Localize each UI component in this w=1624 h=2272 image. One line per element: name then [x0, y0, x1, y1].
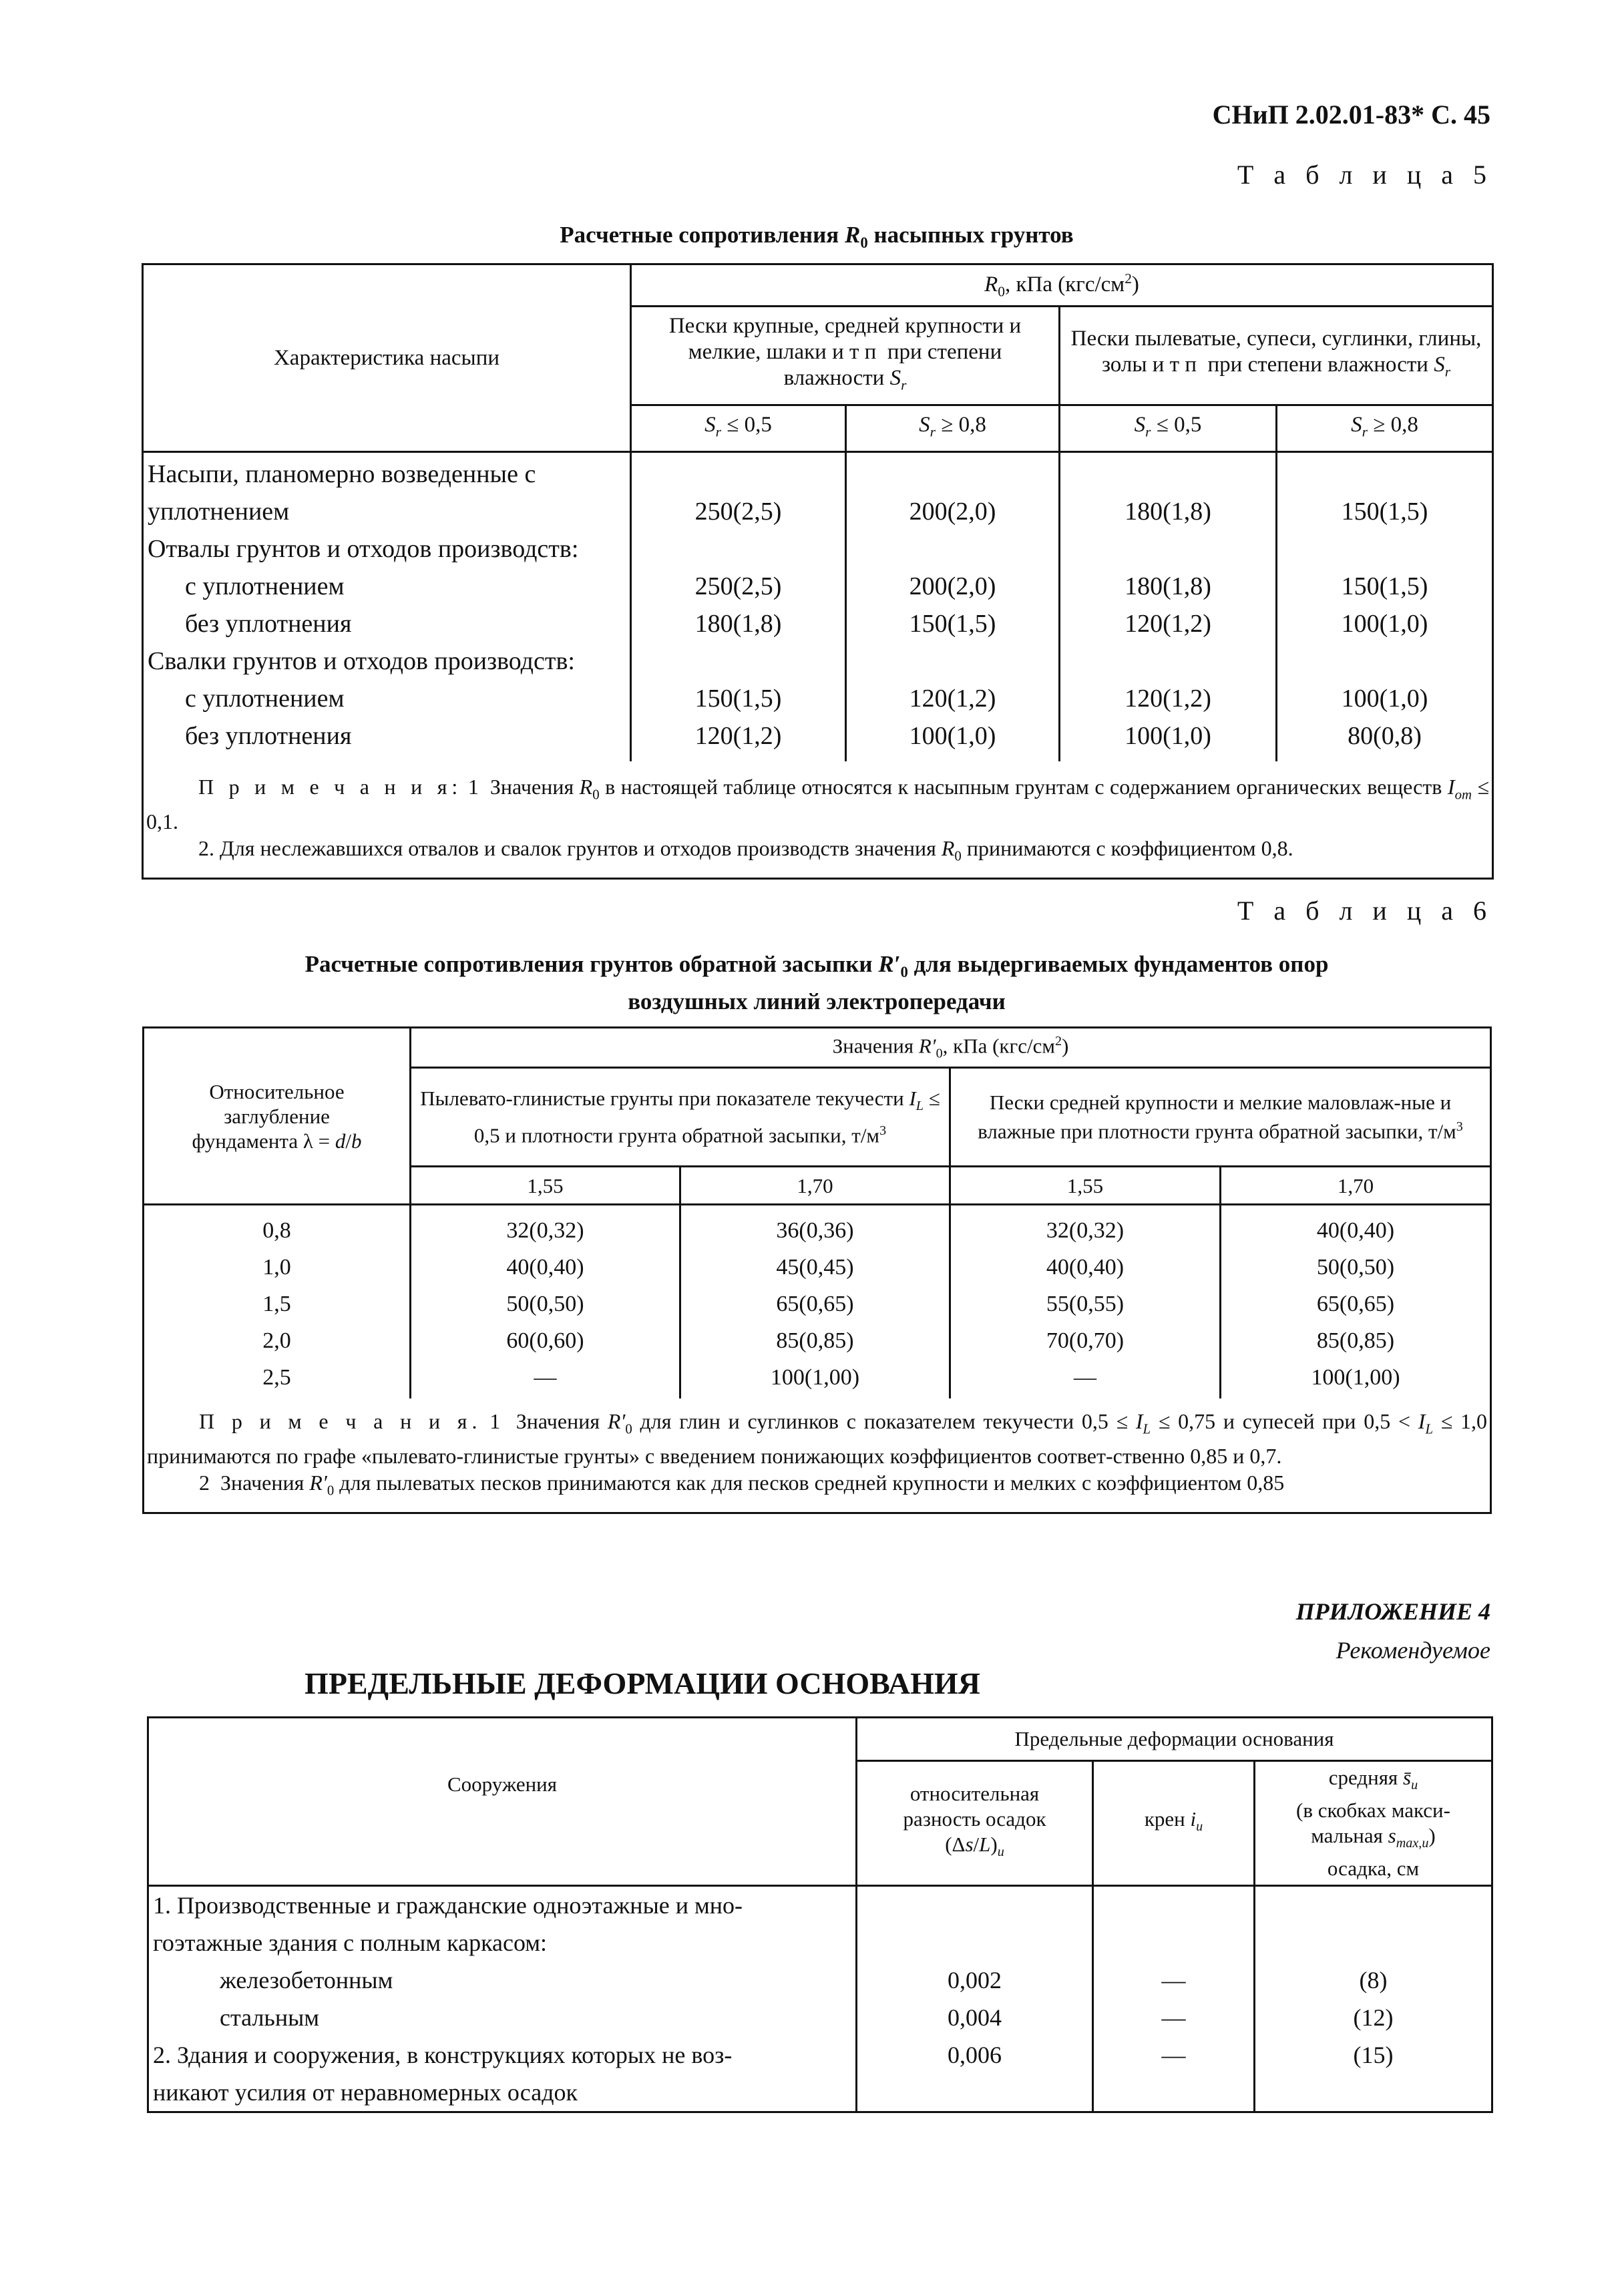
- table5-cell: 100(1,0): [1341, 685, 1428, 713]
- table6-cell: 32(0,32): [506, 1218, 584, 1243]
- table6-lambda-column: [144, 1205, 411, 1398]
- table5-notes: П р и м е ч а н и я: 1 Значения $R_0$ в настоящей таблице относятся к насыпным грунтам с содержанием органических веществ $I_{om} \le 0,1$. 2. Для неслежавшихся отвалов и свалок грунтов и отходов производств значения $R_0$ принимаются с коэффициентом 0,8.: [143, 761, 1493, 879]
- table6-lambda: 2,0: [262, 1328, 291, 1353]
- table6-sub1-header: Пылевато-глинистые грунты при показателе текучести $I_L \le 0,5$ и плотности грунта обратной засыпки, $т/м^3$: [411, 1068, 950, 1167]
- table5-group-header: $R_0$, кПа $(кгс/см^2)$: [631, 264, 1493, 307]
- appendix4-col2-values: [1093, 1886, 1255, 2112]
- appendix4-cell: [861, 1924, 1088, 1961]
- appendix4-group-header: Предельные деформации основания: [857, 1718, 1492, 1761]
- table5-cell: 200(2,0): [909, 572, 996, 600]
- table5-labels-column: [143, 452, 631, 761]
- table6-col1-values: [411, 1205, 680, 1398]
- table6: [142, 1026, 1492, 1514]
- appendix4-cell: [1259, 1887, 1487, 1924]
- table5-col4-values: [1277, 452, 1493, 761]
- table6-notes: П р и м е ч а н и я. 1 Значения $R'_0$ для глин и суглинков с показателем текучести $0,5 \le I_L \le 0,75$ и супесей при $0,5 < I_L \le 1,0$ принимаются по графе «пылевато-глинистые грунты» с введением понижающих коэффициентов соответ-ственно 0,85 и 0,7. 2 Значения $R'_0$ для пылеватых песков принимаются как для песков средней крупности и мелких с коэффициентом 0,85: [144, 1398, 1491, 1513]
- page-header: СНиП 2.02.01-83* С. 45: [1212, 100, 1490, 130]
- table5-cell: 100(1,0): [909, 722, 996, 750]
- table5-c1-header: $S_r \le 0,5$: [631, 405, 846, 452]
- table5-cell: 120(1,2): [1125, 610, 1211, 638]
- table5-cell: [1281, 642, 1488, 680]
- table6-cell: 36(0,36): [776, 1218, 854, 1243]
- table6-label: Т а б л и ц а 6: [1237, 896, 1493, 926]
- table6-cell: —: [1074, 1365, 1096, 1390]
- appendix4-cell: —: [1161, 1967, 1186, 1994]
- table5-label: Т а б л и ц а 5: [1237, 160, 1493, 190]
- table5-cell: 120(1,2): [694, 722, 782, 750]
- appendix4-row-label: железобетонным: [220, 1967, 393, 1994]
- appendix4-cell: 0,002: [948, 1967, 1002, 1994]
- table6-cell: 32(0,32): [1046, 1218, 1125, 1243]
- appendix4-cell: 0,004: [948, 2004, 1002, 2031]
- appendix4-cell: 0,006: [948, 2042, 1002, 2068]
- table6-cell: 55(0,55): [1046, 1292, 1125, 1316]
- appendix-status: Рекомендуемое: [1336, 1637, 1490, 1664]
- table5-cell: [1281, 455, 1488, 493]
- appendix4-cell: [1098, 1924, 1249, 1961]
- appendix4-cell: —: [1161, 2004, 1186, 2031]
- table5-cell: 250(2,5): [694, 572, 782, 600]
- table5-col3-values: [1060, 452, 1277, 761]
- table5-row-label: Насыпи, планомерно возведенные с: [148, 460, 536, 488]
- table5-cell: [636, 642, 841, 680]
- table6-title: Расчетные сопротивления грунтов обратной засыпки $R'_0$ для выдергиваемых фундаментов опор воздушных линий электропередачи: [142, 950, 1492, 1016]
- table6-lambda: 1,0: [262, 1255, 291, 1280]
- table5-cell: [636, 455, 841, 493]
- appendix4-cell: (15): [1353, 2042, 1394, 2068]
- appendix4-table: [147, 1716, 1493, 2113]
- appendix4-row-label: никают усилия от неравномерных осадок: [153, 2079, 578, 2106]
- table5-col2-values: [846, 452, 1060, 761]
- table5-cell: 200(2,0): [909, 498, 996, 526]
- table6-cell: 50(0,50): [506, 1292, 584, 1316]
- appendix4-cell: [861, 2074, 1088, 2111]
- table5-cell: [851, 455, 1054, 493]
- table6-col2-values: [680, 1205, 950, 1398]
- appendix4-cell: [1259, 2074, 1487, 2111]
- appendix4-col3-values: [1255, 1886, 1492, 2112]
- appendix4-cell: [1098, 1887, 1249, 1924]
- table5-cell: 80(0,8): [1348, 722, 1422, 750]
- table5-col1-values: [631, 452, 846, 761]
- table6-sub2-header: Пески средней крупности и мелкие маловлаж-ные и влажные при плотности грунта обратной засыпки, $т/м^3$: [950, 1068, 1491, 1167]
- appendix4-cell: —: [1161, 2042, 1186, 2068]
- table5-cell: [1064, 530, 1271, 568]
- appendix4-row-label: 1. Производственные и гражданские одноэтажные и мно-: [153, 1892, 743, 1919]
- table5-title: Расчетные сопротивления $R_0$ насыпных грунтов: [560, 222, 1074, 251]
- table5-cell: 100(1,0): [1125, 722, 1211, 750]
- table5-cell: 250(2,5): [694, 498, 782, 526]
- table5-sub1-header: Пески крупные, средней крупности и мелкие, шлаки и т п при степени влажности $S_r$: [631, 307, 1060, 405]
- appendix4-row-label: гоэтажные здания с полным каркасом:: [153, 1929, 548, 1956]
- table5-cell: [1281, 530, 1488, 568]
- table6-cell: 50(0,50): [1316, 1255, 1395, 1280]
- appendix4-col0-header: Сооружения: [148, 1718, 857, 1886]
- table5-cell: 180(1,8): [1125, 572, 1211, 600]
- table6-cell: 65(0,65): [1316, 1292, 1395, 1316]
- table6-cell: 100(1,00): [770, 1365, 860, 1390]
- table5-sub2-header: Пески пылеватые, супеси, суглинки, глины, золы и т п при степени влажности $S_r$: [1060, 307, 1493, 405]
- appendix-label: ПРИЛОЖЕНИЕ 4: [1295, 1598, 1490, 1625]
- table5-c2-header: $S_r \ge 0,8$: [846, 405, 1060, 452]
- appendix4-col1-values: [857, 1886, 1093, 2112]
- table6-cell: 40(0,40): [506, 1255, 584, 1280]
- table5-cell: [851, 642, 1054, 680]
- table6-cell: 40(0,40): [1046, 1255, 1125, 1280]
- table5-row-label: без уплотнения: [185, 722, 352, 750]
- table6-cell: 45(0,45): [776, 1255, 854, 1280]
- table6-cell: 60(0,60): [506, 1328, 584, 1353]
- table5-row-label: Свалки грунтов и отходов производств:: [148, 647, 575, 675]
- table6-cell: 65(0,65): [776, 1292, 854, 1316]
- table5-cell: 180(1,8): [1125, 498, 1211, 526]
- table5: [142, 263, 1494, 880]
- table5-c3-header: $S_r \le 0,5$: [1060, 405, 1277, 452]
- table6-c4-header: 1,70: [1221, 1167, 1491, 1205]
- appendix-title: ПРЕДЕЛЬНЫЕ ДЕФОРМАЦИИ ОСНОВАНИЯ: [304, 1666, 980, 1700]
- table5-cell: [636, 530, 841, 568]
- table5-notes-heading: П р и м е ч а н и я:: [198, 774, 463, 799]
- table6-lambda: 1,5: [262, 1292, 291, 1316]
- appendix4-cell: [1259, 1924, 1487, 1961]
- table6-cell: 40(0,40): [1316, 1218, 1395, 1243]
- table6-cell: 85(0,85): [1316, 1328, 1395, 1353]
- table5-cell: 150(1,5): [1341, 498, 1428, 526]
- appendix4-cell: [1098, 2074, 1249, 2111]
- table6-cell: 70(0,70): [1046, 1328, 1125, 1353]
- table5-cell: 120(1,2): [909, 685, 996, 713]
- table5-row-label: Отвалы грунтов и отходов производств:: [148, 535, 579, 563]
- table6-note-2: 2 Значения $R'_0$ для пылеватых песков принимаются как для песков средней крупности и мелких с коэффициентом 0,85: [199, 1470, 1285, 1499]
- appendix4-cell: [861, 1887, 1088, 1924]
- table5-note-2: 2. Для неслежавшихся отвалов и свалок грунтов и отходов производств значения $R_0$ принимаются с коэффициентом 0,8.: [198, 835, 1293, 864]
- table6-c2-header: 1,70: [680, 1167, 950, 1205]
- table6-col0-header: Относительное заглубление фундамента λ = d/b: [144, 1028, 411, 1205]
- table5-row-label: без уплотнения: [185, 610, 352, 638]
- appendix4-row-label: стальным: [220, 2004, 320, 2031]
- table5-c4-header: $S_r \ge 0,8$: [1277, 405, 1493, 452]
- table5-cell: 120(1,2): [1125, 685, 1211, 713]
- table5-row-label: уплотнением: [148, 498, 290, 526]
- table5-row-label: с уплотнением: [185, 572, 345, 600]
- appendix4-cell: (12): [1353, 2004, 1394, 2031]
- table6-title-line2: воздушных линий электропередачи: [628, 988, 1006, 1014]
- table5-cell: [1064, 455, 1271, 493]
- table6-cell: —: [534, 1365, 557, 1390]
- table6-c3-header: 1,55: [950, 1167, 1221, 1205]
- table5-cell: 150(1,5): [694, 685, 782, 713]
- appendix4-labels-column: [148, 1886, 857, 2112]
- table5-cell: 180(1,8): [694, 610, 782, 638]
- appendix4-c3-header: средняя $s̄_u$ (в скобках макси- мальная $s_{max,u}$) осадка, см: [1255, 1761, 1492, 1886]
- table6-col3-values: [950, 1205, 1221, 1398]
- appendix4-c1-header: относительная разность осадок $(\Delta s/L)_u$: [857, 1761, 1093, 1886]
- table6-lambda: 0,8: [262, 1218, 291, 1243]
- table5-cell: 150(1,5): [1341, 572, 1428, 600]
- table5-cell: [1064, 642, 1271, 680]
- table5-row-label: с уплотнением: [185, 685, 345, 713]
- table6-col4-values: [1221, 1205, 1491, 1398]
- appendix4-cell: (8): [1359, 1967, 1388, 1994]
- table5-col0-header: Характеристика насыпи: [143, 264, 631, 452]
- appendix4-c2-header: крен $i_u$: [1093, 1761, 1255, 1886]
- table6-lambda: 2,5: [262, 1365, 291, 1390]
- table5-cell: [851, 530, 1054, 568]
- table6-cell: 85(0,85): [776, 1328, 854, 1353]
- table6-group-header: Значения $R'_0$, кПа $(кгс/см^2)$: [411, 1028, 1491, 1068]
- appendix4-row-label: 2. Здания и сооружения, в конструкциях которых не воз-: [153, 2042, 733, 2068]
- table5-cell: 150(1,5): [909, 610, 996, 638]
- table6-notes-heading: П р и м е ч а н и я.: [199, 1408, 482, 1433]
- table6-cell: 100(1,00): [1311, 1365, 1400, 1390]
- table5-cell: 100(1,0): [1341, 610, 1428, 638]
- table6-c1-header: 1,55: [411, 1167, 680, 1205]
